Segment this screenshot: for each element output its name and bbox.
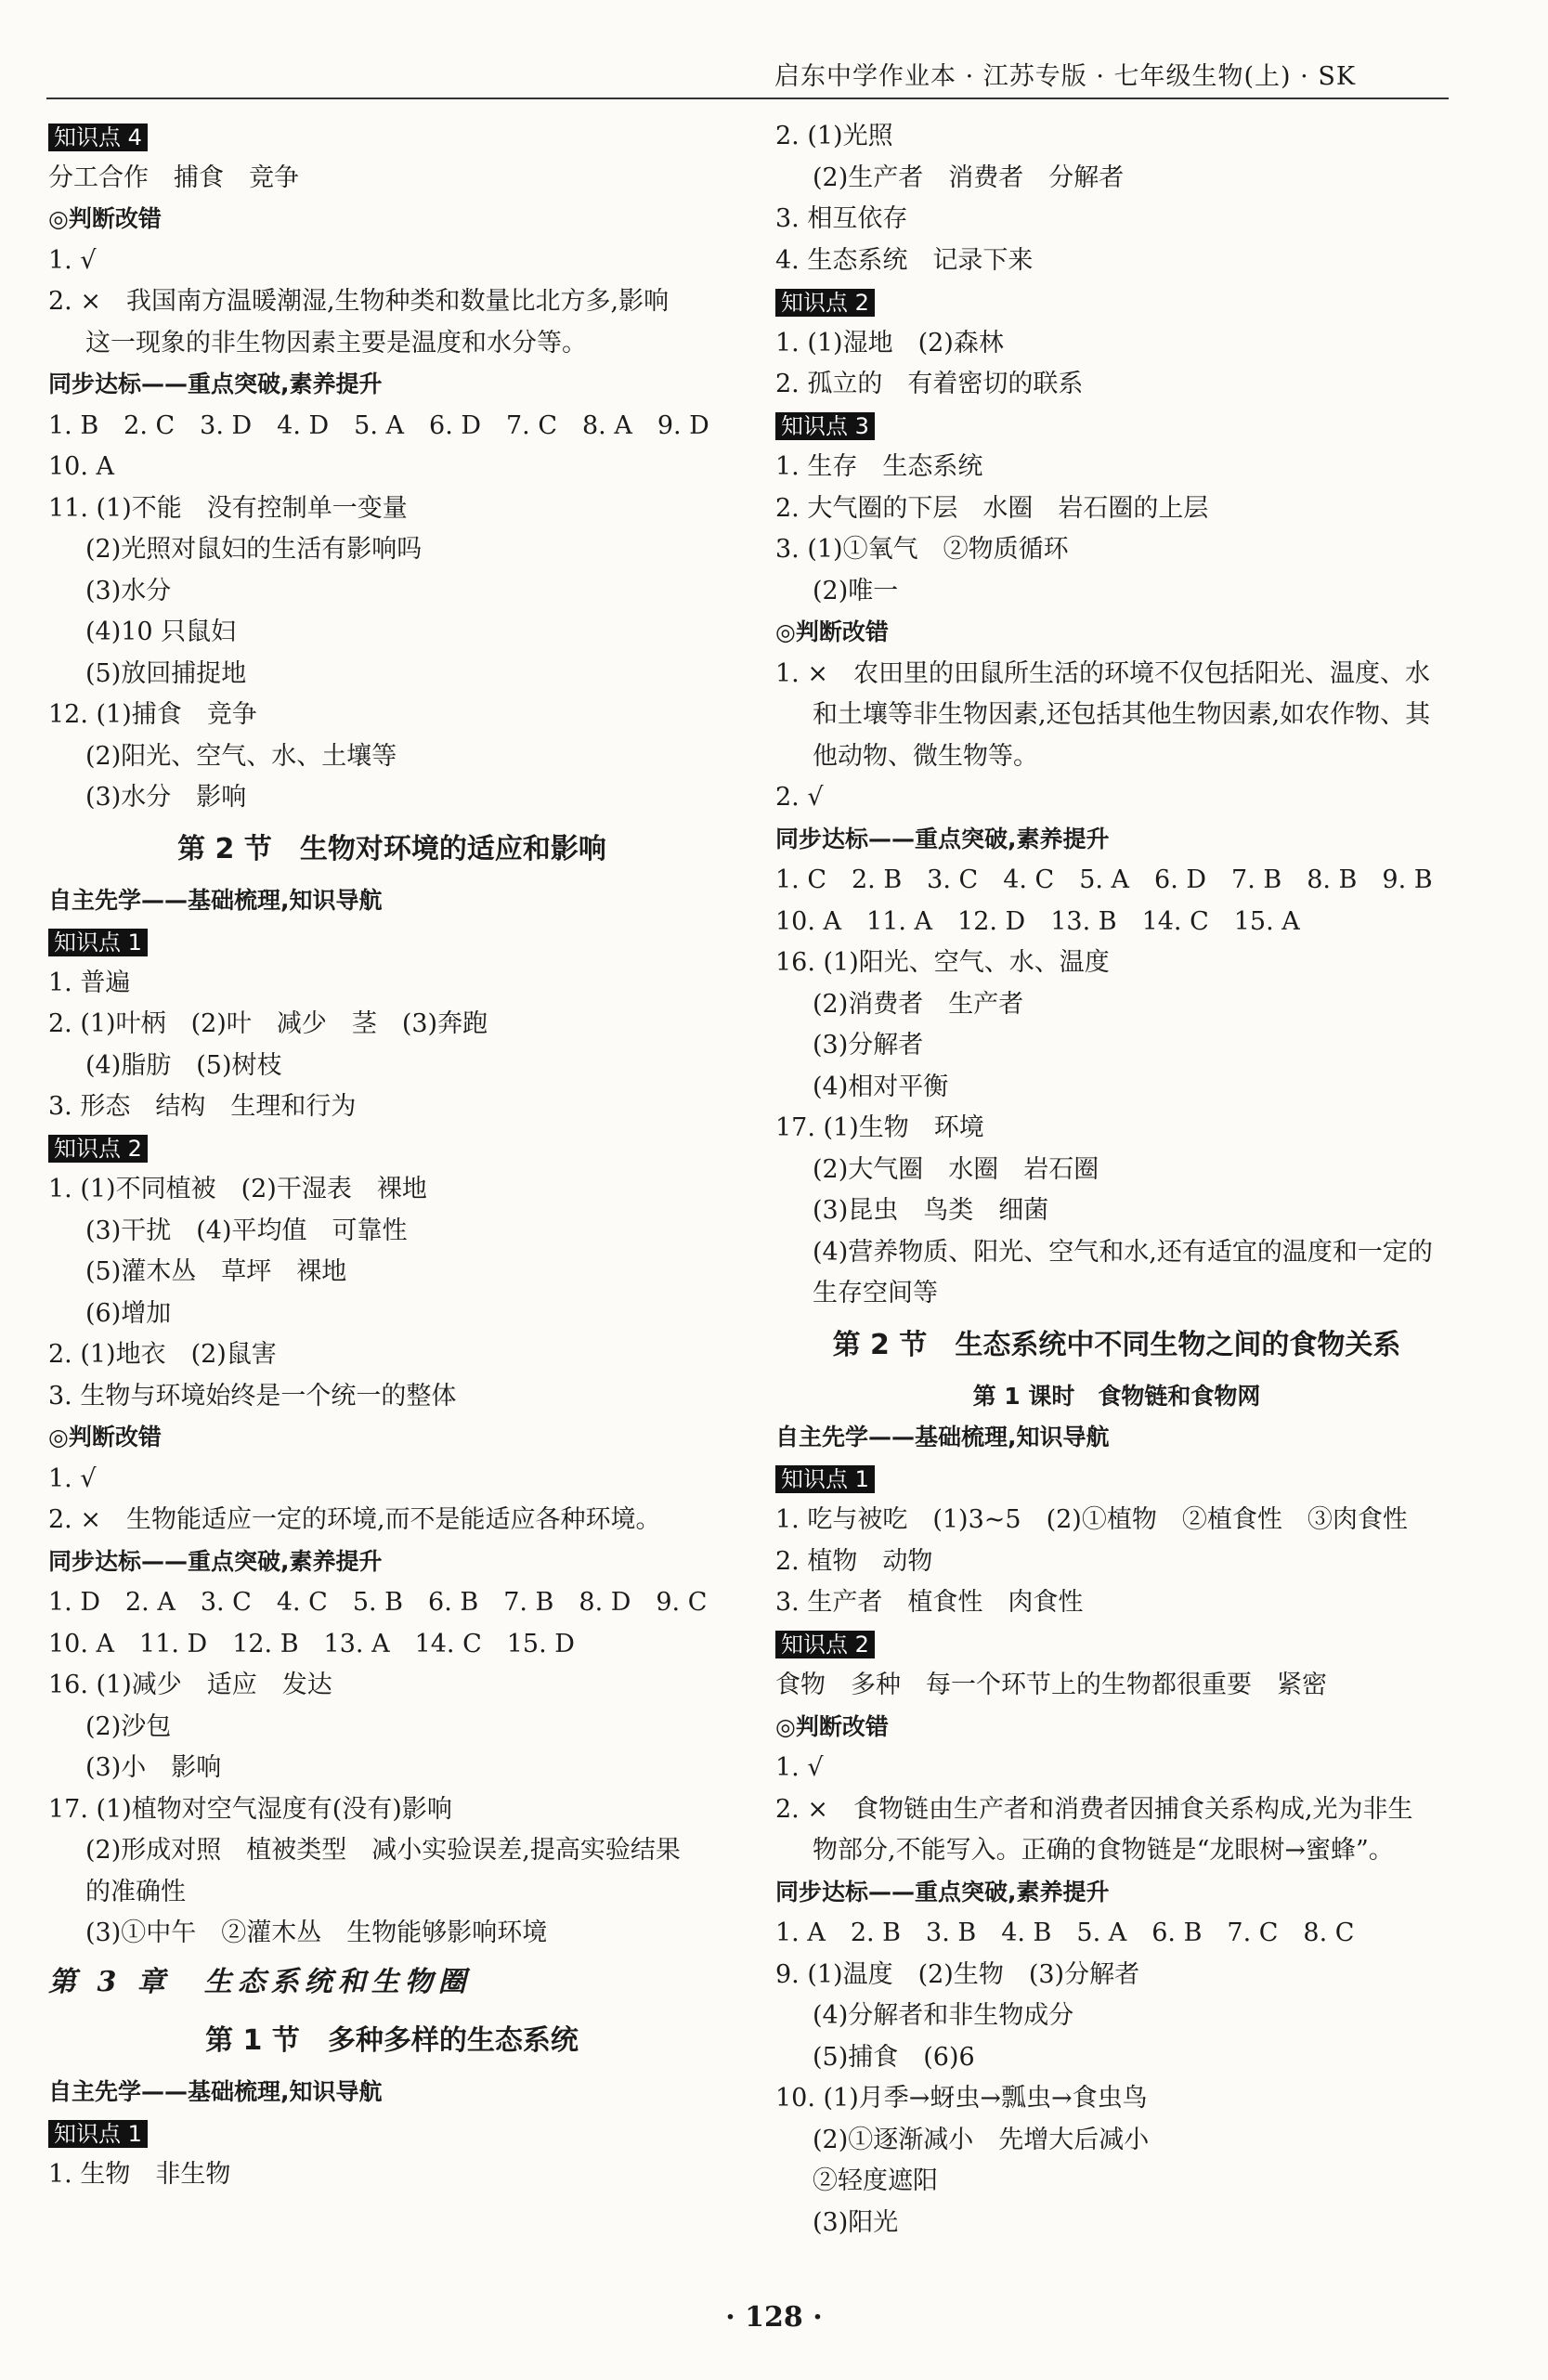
answer-line: 1. A 2. B 3. B 4. B 5. A 6. B 7. C 8. C — [775, 1918, 1355, 1947]
answer-line: 1. 吃与被吃 (1)3~5 (2)①植物 ②植食性 ③肉食性 — [775, 1505, 1408, 1534]
answer-line: 1. √ — [48, 1463, 97, 1493]
answer-line: 3. (1)①氧气 ②物质循环 — [775, 535, 1069, 564]
knowledge-point-label: 知识点 1 — [48, 2120, 148, 2148]
answer-line: 10. A 11. A 12. D 13. B 14. C 15. A — [775, 906, 1300, 936]
knowledge-point-tag — [48, 1128, 735, 1170]
knowledge-point-tag — [48, 921, 735, 963]
subsection-heading: 自主先学——基础梳理,知识导航 — [48, 886, 383, 914]
knowledge-point-tag — [775, 1459, 1458, 1501]
answer-line: (2)生产者 消费者 分解者 — [813, 163, 1125, 192]
answer-line: (2)阳光、空气、水、土壤等 — [85, 741, 397, 771]
knowledge-point-tag — [775, 281, 1458, 323]
subsection-heading: 自主先学——基础梳理,知识导航 — [775, 1424, 1110, 1450]
answer-line: 1. B 2. C 3. D 4. D 5. A 6. D 7. C 8. A 9. D — [48, 410, 709, 440]
answer-line: 食物 多种 每一个环节上的生物都很重要 紧密 — [775, 1671, 1327, 1699]
answer-line: 16. (1)减少 适应 发达 — [48, 1671, 332, 1699]
answer-line: (5)灌木丛 草坪 裸地 — [85, 1257, 347, 1286]
answer-line: 2. 孤立的 有着密切的联系 — [775, 370, 1084, 398]
answer-line: 1. (1)不同植被 (2)干湿表 裸地 — [48, 1175, 427, 1203]
answer-line: 2. √ — [775, 783, 824, 812]
answer-line: (2)光照对鼠妇的生活有影响吗 — [85, 535, 423, 564]
answer-line: (2)大气圈 水圈 岩石圈 — [813, 1154, 1099, 1184]
answer-line: 3. 生物与环境始终是一个统一的整体 — [48, 1381, 457, 1411]
lesson-title: 第 1 课时 食物链和食物网 — [972, 1382, 1261, 1410]
right-column — [775, 116, 1458, 2243]
answer-line: (2)沙包 — [85, 1711, 172, 1741]
knowledge-point-tag — [775, 406, 1458, 448]
answer-line: (2)消费者 生产者 — [813, 989, 1024, 1019]
answer-line: (4)分解者和非生物成分 — [813, 2001, 1074, 2030]
answer-line: (3)阳光 — [813, 2207, 899, 2237]
answer-line: 1. 生物 非生物 — [48, 2159, 231, 2189]
answer-line: 1. √ — [775, 1753, 824, 1782]
answer-line: 这一现象的非生物因素主要是温度和水分等。 — [85, 328, 587, 358]
answer-line: (3)①中午 ②灌木丛 生物能够影响环境 — [85, 1918, 548, 1947]
subsection-heading: 自主先学——基础梳理,知识导航 — [48, 2077, 383, 2105]
chapter-title: 第 3 章 生态系统和生物圈 — [48, 1965, 472, 1998]
answer-line: 1. C 2. B 3. C 4. C 5. A 6. D 7. B 8. B 9. B — [775, 865, 1433, 894]
answer-line: (5)捕食 (6)6 — [813, 2042, 975, 2072]
answer-line: 1. √ — [48, 245, 97, 275]
answer-line: 1. (1)湿地 (2)森林 — [775, 328, 1004, 358]
answer-line: (2)形成对照 植被类型 减小实验误差,提高实验结果 — [85, 1836, 681, 1865]
answer-line: 生存空间等 — [813, 1279, 938, 1307]
answer-line: 10. (1)月季→蚜虫→瓢虫→食虫鸟 — [775, 2084, 1148, 2113]
answer-line: 3. 形态 结构 生理和行为 — [48, 1092, 357, 1121]
knowledge-point-tag — [775, 1624, 1458, 1666]
answer-line: 2. (1)叶柄 (2)叶 减少 茎 (3)奔跑 — [48, 1009, 488, 1038]
answer-line: 2. (1)地衣 (2)鼠害 — [48, 1340, 277, 1369]
subsection-heading: ◎判断改错 — [48, 205, 162, 232]
answer-line: 11. (1)不能 没有控制单一变量 — [48, 493, 408, 523]
answer-line: 3. 生产者 植食性 肉食性 — [775, 1588, 1084, 1617]
answer-line: 2. × 我国南方温暖潮湿,生物种类和数量比北方多,影响 — [48, 287, 670, 316]
answer-line: 2. 植物 动物 — [775, 1546, 933, 1576]
answer-line: 1. 普遍 — [48, 968, 131, 997]
answer-line: (4)脂肪 (5)树枝 — [85, 1050, 282, 1080]
left-column — [48, 116, 735, 2195]
running-header — [46, 56, 1449, 99]
page-number: · 128 · — [725, 2301, 823, 2334]
answer-line: 3. 相互依存 — [775, 204, 908, 233]
knowledge-point-label: 知识点 1 — [775, 1465, 875, 1493]
answer-line: (4)10 只鼠妇 — [85, 618, 237, 646]
subsection-heading: 同步达标——重点突破,素养提升 — [48, 371, 383, 397]
answer-line: 17. (1)生物 环境 — [775, 1113, 984, 1142]
section-title: 第 1 节 多种多样的生态系统 — [205, 2023, 579, 2057]
subsection-heading: ◎判断改错 — [48, 1424, 162, 1450]
answer-line: (3)昆虫 鸟类 细菌 — [813, 1196, 1049, 1225]
answer-line: (4)相对平衡 — [813, 1072, 949, 1101]
knowledge-point-label: 知识点 1 — [48, 929, 148, 956]
subsection-heading: 同步达标——重点突破,素养提升 — [775, 825, 1110, 852]
answer-line: 1. 生存 生态系统 — [775, 452, 983, 481]
answer-line: 12. (1)捕食 竞争 — [48, 700, 257, 729]
answer-line: 2. (1)光照 — [775, 122, 893, 150]
answer-line: 2. 大气圈的下层 水圈 岩石圈的上层 — [775, 493, 1209, 523]
subsection-heading: ◎判断改错 — [775, 1712, 889, 1740]
subsection-heading: 同步达标——重点突破,素养提升 — [775, 1878, 1110, 1905]
answer-line: 物部分,不能写入。正确的食物链是“龙眼树→蜜蜂”。 — [813, 1836, 1394, 1865]
answer-line: (2)①逐渐减小 先增大后减小 — [813, 2125, 1150, 2154]
answer-line: 9. (1)温度 (2)生物 (3)分解者 — [775, 1959, 1140, 1989]
answer-line: 1. D 2. A 3. C 4. C 5. B 6. B 7. B 8. D 9. C — [48, 1588, 708, 1617]
knowledge-point-label: 知识点 4 — [48, 124, 148, 151]
answer-line: 17. (1)植物对空气湿度有(没有)影响 — [48, 1794, 452, 1824]
answer-line: 16. (1)阳光、空气、水、温度 — [775, 948, 1110, 977]
answer-line: 和土壤等非生物因素,还包括其他生物因素,如农作物、其 — [813, 700, 1431, 729]
answer-line: (3)干扰 (4)平均值 可靠性 — [85, 1216, 408, 1245]
knowledge-point-tag — [48, 2113, 735, 2154]
answer-line: (3)分解者 — [813, 1031, 924, 1060]
knowledge-point-label: 知识点 2 — [775, 1631, 875, 1658]
header-title: 启东中学作业本 · 江苏专版 · 七年级生物(上) · SK — [774, 62, 1356, 91]
answer-line: 1. × 农田里的田鼠所生活的环境不仅包括阳光、温度、水 — [775, 658, 1430, 688]
answer-line: (3)水分 — [85, 576, 172, 605]
answer-line: 10. A 11. D 12. B 13. A 14. C 15. D — [48, 1629, 575, 1658]
answer-line: (5)放回捕捉地 — [85, 658, 247, 688]
answer-line: 4. 生态系统 记录下来 — [775, 245, 1034, 275]
section-title: 第 2 节 生物对环境的适应和影响 — [177, 832, 606, 865]
answer-line: 2. × 食物链由生产者和消费者因捕食关系构成,光为非生 — [775, 1794, 1413, 1824]
subsection-heading: ◎判断改错 — [775, 618, 889, 645]
knowledge-point-label: 知识点 2 — [775, 289, 875, 317]
section-title: 第 2 节 生态系统中不同生物之间的食物关系 — [832, 1328, 1401, 1361]
answer-line: (3)小 影响 — [85, 1753, 222, 1782]
answer-line: ②轻度遮阳 — [813, 2166, 938, 2195]
knowledge-point-label: 知识点 3 — [775, 412, 875, 440]
answer-line: 分工合作 捕食 竞争 — [48, 163, 299, 192]
answer-line: 10. A — [48, 452, 115, 481]
answer-line: (3)水分 影响 — [85, 783, 247, 812]
answer-line: 他动物、微生物等。 — [813, 741, 1038, 771]
answer-line: 2. × 生物能适应一定的环境,而不是能适应各种环境。 — [48, 1505, 661, 1534]
subsection-heading: 同步达标——重点突破,素养提升 — [48, 1547, 383, 1575]
knowledge-point-tag — [48, 116, 735, 158]
knowledge-point-label: 知识点 2 — [48, 1135, 148, 1163]
answer-line: 的准确性 — [85, 1877, 186, 1906]
answer-line: (2)唯一 — [813, 576, 899, 605]
answer-line: (4)营养物质、阳光、空气和水,还有适宜的温度和一定的 — [813, 1237, 1433, 1267]
answer-line: (6)增加 — [85, 1298, 172, 1328]
